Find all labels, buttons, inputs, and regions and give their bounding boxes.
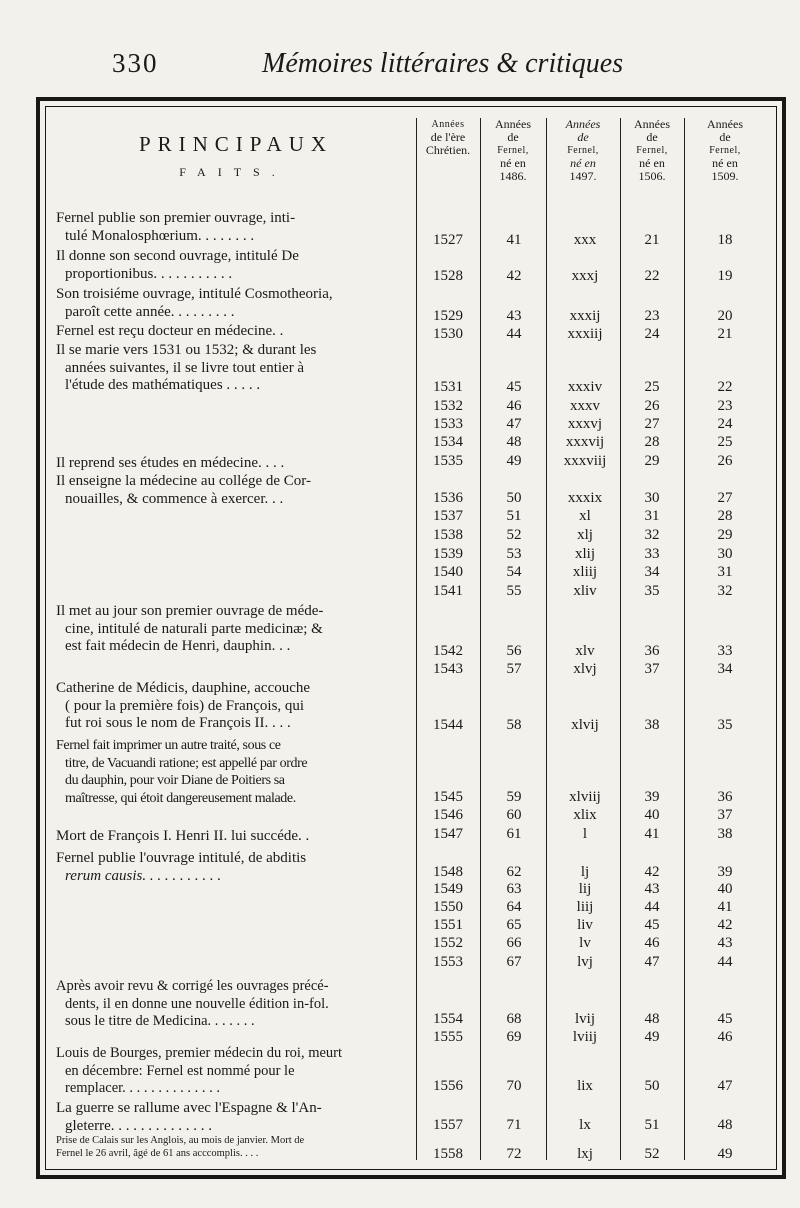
table-row [0,1146,800,1164]
event-entry: Prise de Calais sur les Anglois, au mois de janvier. Mort de Fernel le 26 avril, âgé de 61 ans acccomplis. . . . [56,1135,305,1159]
faits-column-title: PRINCIPAUX [138,132,334,156]
table-cell: lxj [577,1146,593,1162]
table-cell: 1557 [433,1117,463,1133]
table-row [0,807,800,825]
table-cell: 62 [506,864,522,880]
table-cell: 24 [717,416,733,432]
table-cell: 50 [644,1078,660,1094]
table-row [0,1011,800,1029]
table-cell: 71 [506,1117,522,1133]
table-cell: 58 [506,717,522,733]
event-entry: Il met au jour son premier ouvrage de méde- cine, intitulé de naturali parte medicinæ; & est fait médecin de Henri, dauphin. . . [56,603,324,655]
table-cell: 23 [644,308,660,324]
table-cell: 63 [506,881,522,897]
table-cell: 1543 [433,661,463,677]
table-row [0,917,800,935]
table-cell: 21 [644,232,660,248]
table-cell: 40 [644,807,660,823]
table-cell: 52 [644,1146,660,1162]
table-cell: 53 [506,546,522,562]
event-entry: Fernel fait imprimer un autre traité, sous ce titre, de Vacuandi ratione; est appellé par ordre du dauphin, pour voir Diane de Poitiers sa maîtresse, qui étoit dangereusement malade. [56,738,308,806]
column-header-fernel-1497: Années de Fernel, né en 1497. [565,117,601,183]
event-entry: Son troisiéme ouvrage, intitulé Cosmotheoria, paroît cette année. . . . . . . . . [56,286,333,320]
event-entry: La guerre se rallume avec l'Espagne & l'An- gleterre. . . . . . . . . . . . . . [56,1100,322,1134]
table-cell: xxxix [567,490,603,506]
table-row [0,398,800,416]
table-cell: 22 [717,379,733,395]
table-cell: 1556 [433,1078,463,1094]
table-cell: xliij [572,564,598,580]
table-cell: 42 [717,917,733,933]
table-row [0,326,800,344]
table-row [0,954,800,972]
column-header-annees-ere-chretien: Années de l'ère Chrétien. [425,119,471,157]
table-cell: lviij [572,1029,598,1045]
table-row [0,1117,800,1135]
event-entry: Louis de Bourges, premier médecin du roi, meurt en décembre: Fernel est nommé pour le remplacer. . . . . . . . . . . . . . [56,1045,343,1097]
table-row [0,508,800,526]
table-row [0,583,800,601]
table-cell: 1547 [433,826,463,842]
table-cell: 18 [717,232,733,248]
table-cell: 49 [644,1029,660,1045]
table-cell: l [582,826,588,842]
faits-column-subtitle: FAITS. [179,165,287,179]
event-entry: Mort de François I. Henri II. lui succéde. . [56,828,310,844]
table-cell: lvj [577,954,593,970]
table-row [0,1029,800,1047]
table-row [0,564,800,582]
table-row [0,935,800,953]
table-cell: 45 [717,1011,733,1027]
table-cell: 33 [644,546,660,562]
table-row [0,661,800,679]
table-cell: 51 [644,1117,660,1133]
table-cell: 1529 [433,308,463,324]
table-cell: 48 [506,434,522,450]
table-cell: 51 [506,508,522,524]
table-cell: 22 [644,268,660,284]
table-cell: xlvj [573,661,597,677]
table-row [0,643,800,661]
table-cell: 36 [717,789,733,805]
column-header-fernel-1506: Années de Fernel, né en 1506. [634,117,670,183]
table-cell: 1552 [433,935,463,951]
table-cell: 20 [717,308,733,324]
table-cell: xxxvij [565,434,605,450]
table-cell: 42 [644,864,660,880]
table-row [0,434,800,452]
table-cell: 1548 [433,864,463,880]
table-cell: lj [580,864,590,880]
table-cell: 41 [717,899,733,915]
table-cell: 1528 [433,268,463,284]
table-cell: 49 [717,1146,733,1162]
table-cell: 48 [717,1117,733,1133]
table-cell: 1555 [433,1029,463,1045]
table-cell: 29 [717,527,733,543]
table-cell: 66 [506,935,522,951]
table-cell: 1535 [433,453,463,469]
table-cell: 43 [644,881,660,897]
table-cell: 55 [506,583,522,599]
event-entry: Il enseigne la médecine au collége de Cor- nouailles, & commence à exercer. . . [56,473,311,507]
table-cell: liv [577,917,593,933]
table-cell: 46 [717,1029,733,1045]
table-cell: xxxiij [567,326,603,342]
table-cell: 60 [506,807,522,823]
event-entry: Fernel publie l'ouvrage intitulé, de abditis rerum causis. . . . . . . . . . . [56,850,307,884]
table-cell: 1538 [433,527,463,543]
table-cell: 68 [506,1011,522,1027]
table-cell: 43 [717,935,733,951]
table-cell: 27 [717,490,733,506]
table-cell: 1530 [433,326,463,342]
table-cell: 70 [506,1078,522,1094]
table-cell: 1536 [433,490,463,506]
table-cell: 47 [506,416,522,432]
table-cell: 38 [717,826,733,842]
table-cell: 44 [717,954,733,970]
table-cell: 1553 [433,954,463,970]
table-cell: xliv [573,583,597,599]
table-cell: xxxiv [567,379,603,395]
running-title: Mémoires littéraires & critiques [262,48,624,79]
table-cell: 41 [506,232,522,248]
table-cell: 1545 [433,789,463,805]
event-entry: Catherine de Médicis, dauphine, accouche ( pour la première fois) de François, qui fut roi sous le nom de François II. . . . [56,680,311,732]
table-row [0,546,800,564]
table-cell: xxx [573,232,597,248]
table-cell: 61 [506,826,522,842]
table-cell: xxxvj [567,416,603,432]
page-number: 330 [112,48,159,78]
table-cell: 27 [644,416,660,432]
table-cell: 39 [644,789,660,805]
table-cell: 1549 [433,881,463,897]
event-entry: Fernel publie son premier ouvrage, inti- tulé Monalosphœrium. . . . . . . . [56,210,296,244]
table-cell: 41 [644,826,660,842]
table-cell: 46 [506,398,522,414]
running-header [0,48,800,88]
table-cell: 69 [506,1029,522,1045]
column-header-fernel-1509: Années de Fernel, né en 1509. [707,117,743,183]
table-cell: 38 [644,717,660,733]
table-row [0,717,800,735]
table-cell: 33 [717,643,733,659]
table-cell: xlvij [571,717,599,733]
event-entry: Il se marie vers 1531 ou 1532; & durant les années suivantes, il se livre tout entier à l'étude des mathématiques . . . . . [56,342,317,394]
table-cell: 1532 [433,398,463,414]
table-cell: 26 [644,398,660,414]
table-cell: 1542 [433,643,463,659]
table-cell: 39 [717,864,733,880]
table-cell: xxxj [571,268,599,284]
table-cell: 28 [644,434,660,450]
table-cell: 40 [717,881,733,897]
table-cell: 36 [644,643,660,659]
table-cell: 42 [506,268,522,284]
table-cell: 72 [506,1146,522,1162]
table-row [0,881,800,899]
table-cell: 26 [717,453,733,469]
table-cell: 37 [717,807,733,823]
table-cell: xlj [577,527,593,543]
table-cell: 1533 [433,416,463,432]
table-cell: xlviij [569,789,601,805]
event-entry: Après avoir revu & corrigé les ouvrages précé- dents, il en donne une nouvelle édition in-fol. sous le titre de Medicina. . . . . . . [56,978,329,1030]
table-cell: 1527 [433,232,463,248]
table-cell: lij [578,881,592,897]
table-cell: 1540 [433,564,463,580]
table-row [0,416,800,434]
table-cell: xxxij [569,308,601,324]
table-cell: 25 [644,379,660,395]
table-cell: 21 [717,326,733,342]
table-cell: 1531 [433,379,463,395]
table-cell: 47 [717,1078,733,1094]
table-cell: 65 [506,917,522,933]
table-row [0,864,800,882]
table-cell: 35 [644,583,660,599]
event-entry: Il reprend ses études en médecine. . . . [56,455,285,471]
table-cell: 45 [644,917,660,933]
table-cell: lv [579,935,591,951]
table-cell: 31 [717,564,733,580]
table-cell: 44 [644,899,660,915]
table-cell: 35 [717,717,733,733]
table-cell: 23 [717,398,733,414]
table-cell: xlij [574,546,595,562]
table-cell: xlix [573,807,597,823]
table-row [0,490,800,508]
table-row [0,379,800,397]
table-cell: 52 [506,527,522,543]
table-cell: 1558 [433,1146,463,1162]
table-row [0,899,800,917]
table-cell: 25 [717,434,733,450]
event-entry: Il donne son second ouvrage, intitulé De proportionibus. . . . . . . . . . . [56,248,299,282]
table-cell: xl [579,508,591,524]
table-cell: 1551 [433,917,463,933]
table-cell: 1550 [433,899,463,915]
table-cell: 34 [644,564,660,580]
table-cell: 37 [644,661,660,677]
table-row [0,268,800,286]
table-cell: 32 [717,583,733,599]
table-cell: 43 [506,308,522,324]
table-row [0,826,800,844]
event-entry: Fernel est reçu docteur en médecine. . [56,323,284,339]
table-cell: 1534 [433,434,463,450]
table-cell: 31 [644,508,660,524]
table-cell: 54 [506,564,522,580]
table-row [0,1078,800,1096]
table-cell: 45 [506,379,522,395]
table-cell: 50 [506,490,522,506]
table-cell: 48 [644,1011,660,1027]
table-cell: 49 [506,453,522,469]
table-cell: 29 [644,453,660,469]
table-cell: liij [576,899,594,915]
table-row [0,527,800,545]
table-cell: 64 [506,899,522,915]
table-cell: 47 [644,954,660,970]
table-cell: 59 [506,789,522,805]
table-cell: xxxv [570,398,600,414]
table-row [0,453,800,471]
table-cell: 44 [506,326,522,342]
table-row [0,789,800,807]
table-cell: xlv [575,643,595,659]
table-cell: 19 [717,268,733,284]
table-cell: 30 [644,490,660,506]
table-cell: 57 [506,661,522,677]
table-cell: 1546 [433,807,463,823]
table-cell: 1554 [433,1011,463,1027]
table-cell: 1541 [433,583,463,599]
table-cell: lx [579,1117,591,1133]
table-cell: lix [577,1078,593,1094]
table-cell: 32 [644,527,660,543]
table-cell: 56 [506,643,522,659]
table-cell: 30 [717,546,733,562]
table-cell: 34 [717,661,733,677]
table-cell: 67 [506,954,522,970]
table-row [0,308,800,326]
table-cell: 24 [644,326,660,342]
table-cell: 1537 [433,508,463,524]
table-cell: 46 [644,935,660,951]
table-row [0,232,800,250]
table-cell: lvij [574,1011,595,1027]
table-cell: xxxviij [563,453,607,469]
table-cell: 1544 [433,717,463,733]
table-cell: 28 [717,508,733,524]
column-header-fernel-1486: Années de Fernel, né en 1486. [495,117,531,183]
table-cell: 1539 [433,546,463,562]
